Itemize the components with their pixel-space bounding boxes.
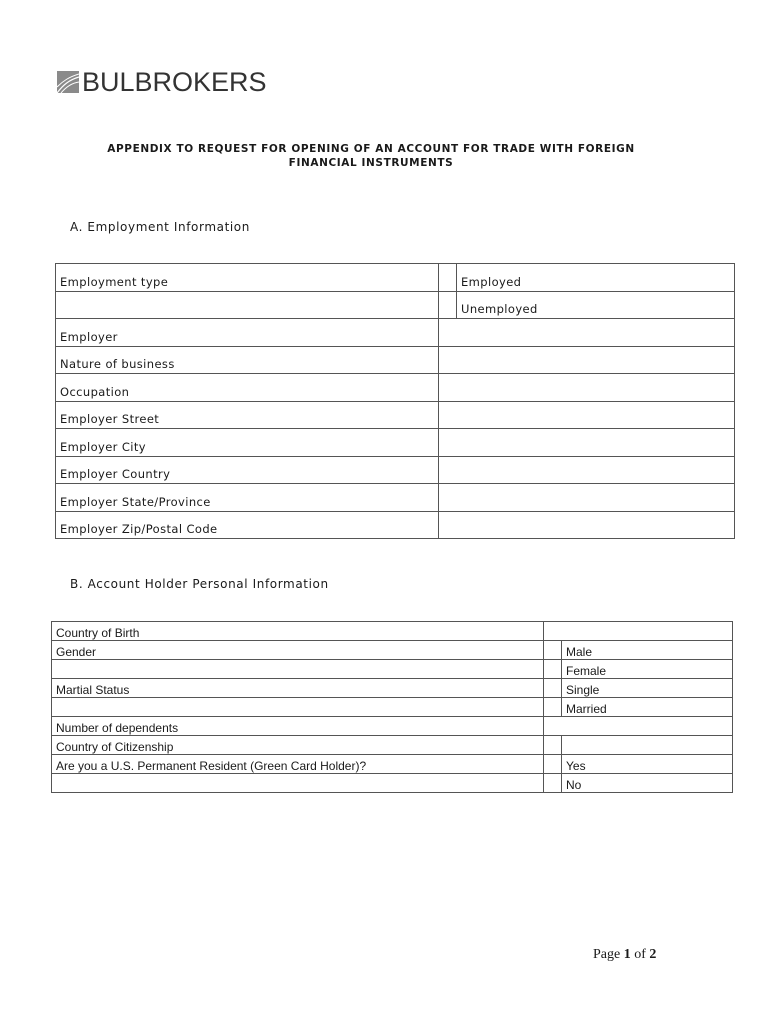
logo-text: BULBROKERS	[82, 67, 267, 97]
employer-street-label: Employer Street	[56, 401, 439, 429]
empty-label-cell	[52, 660, 544, 679]
table-row	[56, 291, 735, 319]
table-row	[52, 755, 733, 774]
employed-checkbox[interactable]	[439, 264, 457, 292]
employer-field[interactable]	[439, 319, 735, 347]
page-total: 2	[649, 947, 657, 962]
page-current: 1	[623, 947, 631, 962]
employer-state-label: Employer State/Province	[56, 484, 439, 512]
unemployed-option: Unemployed	[457, 291, 735, 319]
page-of: of	[634, 947, 646, 962]
employer-city-field[interactable]	[439, 429, 735, 457]
table-row	[56, 456, 735, 484]
employer-label: Employer	[56, 319, 439, 347]
empty-label-cell	[52, 698, 544, 717]
employed-option: Employed	[457, 264, 735, 292]
female-option: Female	[562, 660, 733, 679]
dependents-label: Number of dependents	[52, 717, 544, 736]
company-logo	[57, 68, 267, 96]
title-line-1: APPENDIX TO REQUEST FOR OPENING OF AN ACCOUNT FOR TRADE WITH FOREIGN	[107, 143, 635, 155]
nature-of-business-label: Nature of business	[56, 346, 439, 374]
table-row	[52, 679, 733, 698]
marital-status-label: Martial Status	[52, 679, 544, 698]
dependents-field[interactable]	[544, 717, 733, 736]
table-row	[52, 736, 733, 755]
employer-street-field[interactable]	[439, 401, 735, 429]
occupation-label: Occupation	[56, 374, 439, 402]
page-number	[593, 947, 656, 963]
occupation-field[interactable]	[439, 374, 735, 402]
table-row	[52, 717, 733, 736]
table-row	[56, 319, 735, 347]
table-row	[56, 264, 735, 292]
page-word: Page	[593, 947, 621, 962]
citizenship-label: Country of Citizenship	[52, 736, 544, 755]
section-a-heading: A. Employment Information	[70, 220, 250, 234]
employer-zip-label: Employer Zip/Postal Code	[56, 511, 439, 539]
country-of-birth-label: Country of Birth	[52, 622, 544, 641]
bulbrokers-logo-icon	[57, 71, 79, 93]
nature-of-business-field[interactable]	[439, 346, 735, 374]
employer-state-field[interactable]	[439, 484, 735, 512]
single-checkbox[interactable]	[544, 679, 562, 698]
employment-table	[55, 263, 735, 539]
table-row	[52, 641, 733, 660]
citizenship-box[interactable]	[544, 736, 562, 755]
table-row	[56, 429, 735, 457]
table-row	[56, 374, 735, 402]
empty-label-cell	[56, 291, 439, 319]
table-row	[56, 401, 735, 429]
no-checkbox[interactable]	[544, 774, 562, 793]
title-line-2: FINANCIAL INSTRUMENTS	[288, 157, 454, 169]
married-checkbox[interactable]	[544, 698, 562, 717]
gender-label: Gender	[52, 641, 544, 660]
table-row	[56, 511, 735, 539]
table-row	[56, 484, 735, 512]
country-of-birth-field[interactable]	[544, 622, 733, 641]
employment-type-label: Employment type	[56, 264, 439, 292]
table-row	[52, 774, 733, 793]
section-b-heading: B. Account Holder Personal Information	[70, 577, 329, 591]
employer-country-field[interactable]	[439, 456, 735, 484]
citizenship-field[interactable]	[562, 736, 733, 755]
female-checkbox[interactable]	[544, 660, 562, 679]
employer-zip-field[interactable]	[439, 511, 735, 539]
employer-country-label: Employer Country	[56, 456, 439, 484]
single-option: Single	[562, 679, 733, 698]
yes-option: Yes	[562, 755, 733, 774]
personal-info-table	[51, 621, 733, 793]
yes-checkbox[interactable]	[544, 755, 562, 774]
table-row	[52, 660, 733, 679]
no-option: No	[562, 774, 733, 793]
unemployed-checkbox[interactable]	[439, 291, 457, 319]
married-option: Married	[562, 698, 733, 717]
table-row	[52, 622, 733, 641]
table-row	[56, 346, 735, 374]
employer-city-label: Employer City	[56, 429, 439, 457]
empty-label-cell	[52, 774, 544, 793]
document-title	[60, 142, 682, 170]
us-resident-label: Are you a U.S. Permanent Resident (Green Card Holder)?	[52, 755, 544, 774]
male-option: Male	[562, 641, 733, 660]
male-checkbox[interactable]	[544, 641, 562, 660]
table-row	[52, 698, 733, 717]
